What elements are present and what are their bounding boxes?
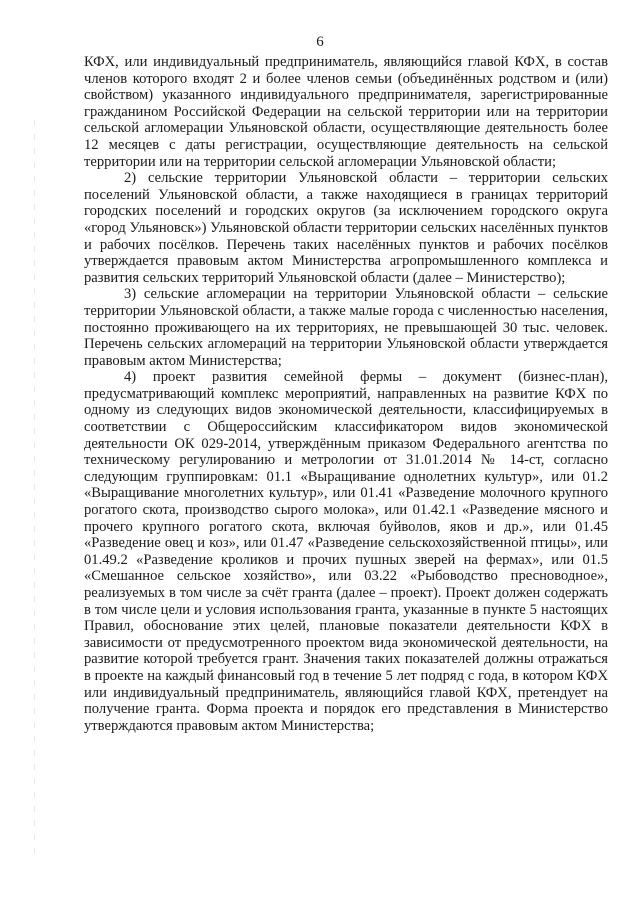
paragraph-continuation: КФХ, или индивидуальный предприниматель, являющийся главой КФХ, в состав членов которого входят 2 и более членов семьи (объединённых родством и (или) свойством) указанного индивидуального предпринимателя, зарегистрированные гражданином Российской Федерации на сельской территории или на территории сельской агломерации Ульяновской области, осуществляющие деятельность более 12 месяцев с даты регистрации, осуществляющие деятельность на сельской территории или на территории сельской агломерации Ульяновской области; (84, 54, 608, 170)
document-body (84, 54, 608, 734)
page-number: 6 (316, 34, 324, 50)
paragraph-item-4: 4) проект развития семейной фермы – документ (бизнес-план), предусматривающий комплекс мероприятий, направленных на развитие КФХ по одному из следующих видов экономической деятельности, классифицируемых в соответствии с Общероссийским классификатором видов экономической деятельности ОК 029-2014, утверждённым приказом Федерального агентства по техническому регулированию и метрологии от 31.01.2014 № 14-ст, согласно следующим группировкам: 01.1 «Выращивание однолетних культур», или 01.2 «Выращивание многолетних культур», или 01.41 «Разведение молочного крупного рогатого скота, производство сырого молока», или 01.42.1 «Разведение мясного и прочего крупного рогатого скота, включая буйволов, яков и др.», или 01.45 «Разведение овец и коз», или 01.47 «Разведение сельскохозяйственной птицы», или 01.49.2 «Разведение кроликов и прочих пушных зверей на фермах», или 01.5 «Смешанное сельское хозяйство», или 03.22 «Рыбоводство пресноводное», реализуемых в том числе за счёт гранта (далее – проект). Проект должен содержать в том числе цели и условия использования гранта, указанные в пункте 5 настоящих Правил, обоснование этих целей, плановые показатели деятельности КФХ в зависимости от предусмотренного проектом вида экономической деятельности, на развитие которой требуется грант. Значения таких показателей должны отражаться в проекте на каждый финансовый год в течение 5 лет подряд с года, в котором КФХ или индивидуальный предприниматель, являющийся главой КФХ, претендует на получение гранта. Форма проекта и порядок его представления в Министерство утверждаются правовым актом Министерства; (84, 369, 608, 734)
paragraph-item-3: 3) сельские агломерации на территории Ульяновской области – сельские территории Ульяновской области, а также малые города с численностью населения, постоянно проживающего на их территориях, не превышающей 30 тыс. человек. Перечень сельских агломераций на территории Ульяновской области утверждается правовым актом Министерства; (84, 286, 608, 369)
paragraph-item-2: 2) сельские территории Ульяновской области – территории сельских поселений Ульяновской области, а также находящиеся в границах территорий городских поселений и городских округов (за исключением городского округа «город Ульяновск») Ульяновской области территории сельских населённых пунктов и рабочих посёлков. Перечень таких населённых пунктов и рабочих посёлков утверждается правовым актом Министерства агропромышленного комплекса и развития сельских территорий Ульяновской области (далее – Министерство); (84, 170, 608, 286)
scan-edge-artifact (34, 120, 35, 860)
